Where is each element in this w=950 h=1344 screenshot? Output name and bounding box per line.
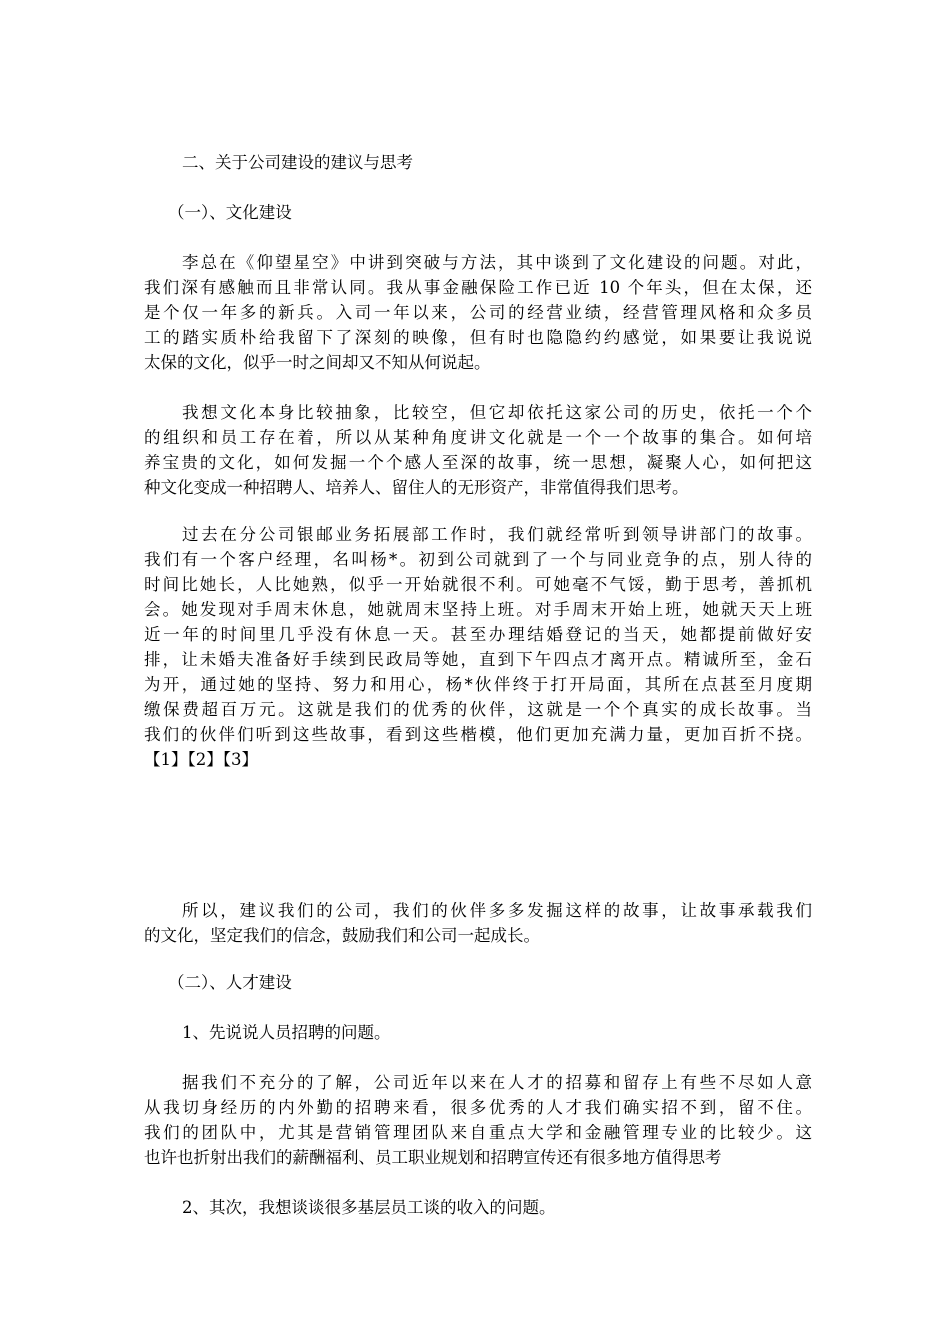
paragraph-line: 是个仅一年多的新兵。入司一年以来，公司的经营业绩，经营管理风格和众多员 xyxy=(144,303,812,322)
paragraph-line: 工的踏实质朴给我留下了深刻的映像，但有时也隐隐约约感觉，如果要让我说说 xyxy=(144,328,812,347)
paragraph-line: 从我切身经历的内外勤的招聘来看，很多优秀的人才我们确实招不到，留不住。 xyxy=(144,1098,812,1117)
paragraph-line: 养宝贵的文化，如何发掘一个个感人至深的故事，统一思想，凝聚人心，如何把这 xyxy=(144,453,812,472)
page-references[interactable]: 【1】【2】【3】 xyxy=(144,750,258,769)
paragraph-line: 我想文化本身比较抽象，比较空，但它却依托这家公司的历史，依托一个个 xyxy=(182,403,812,422)
paragraph-culture-intro xyxy=(144,250,812,375)
paragraph-line: 的文化，坚定我们的信念，鼓励我们和公司一起成长。 xyxy=(144,926,540,945)
paragraph-line: 缴保费超百万元。这就是我们的优秀的伙伴，这就是一个个真实的成长故事。当 xyxy=(144,700,812,719)
paragraph-recruitment xyxy=(144,1070,812,1170)
paragraph-line: 我们的伙伴们听到这些故事，看到这些楷模，他们更加充满力量，更加百折不挠。 xyxy=(144,725,812,744)
paragraph-line: 所以，建议我们的公司，我们的伙伴多多发掘这样的故事，让故事承载我们 xyxy=(182,901,812,920)
paragraph-line: 过去在分公司银邮业务拓展部工作时，我们就经常听到领导讲部门的故事。 xyxy=(182,525,812,544)
paragraph-line: 太保的文化，似乎一时之间却又不知从何说起。 xyxy=(144,353,491,372)
subheading-talent: （二）、人才建设 xyxy=(168,973,292,992)
paragraph-line: 据我们不充分的了解，公司近年以来在人才的招募和留存上有些不尽如人意 xyxy=(182,1073,812,1092)
paragraph-line: 种文化变成一种招聘人、培养人、留住人的无形资产，非常值得我们思考。 xyxy=(144,478,689,497)
paragraph-line: 会。她发现对手周末休息，她就周末坚持上班。对手周末开始上班，她就天天上班 xyxy=(144,600,812,619)
paragraph-line: 的组织和员工存在着，所以从某种角度讲文化就是一个一个故事的集合。如何培 xyxy=(144,428,812,447)
paragraph-line: 也许也折射出我们的薪酬福利、员工职业规划和招聘宣传还有很多地方值得思考 xyxy=(144,1148,722,1167)
paragraph-line: 排，让未婚夫准备好手续到民政局等她，直到下午四点才离开点。精诚所至，金石 xyxy=(144,650,812,669)
paragraph-line: 时间比她长，人比她熟，似乎一开始就很不利。可她毫不气馁，勤于思考，善抓机 xyxy=(144,575,812,594)
paragraph-line: 李总在《仰望星空》中讲到突破与方法，其中谈到了文化建设的问题。对此， xyxy=(182,253,812,272)
paragraph-culture-abstract xyxy=(144,400,812,500)
subheading-culture: （一）、文化建设 xyxy=(168,203,292,222)
paragraph-line: 我们深有感触而且非常认同。我从事金融保险工作已近 10 个年头，但在太保，还 xyxy=(144,278,812,297)
paragraph-line: 近一年的时间里几乎没有休息一天。甚至办理结婚登记的当天，她都提前做好安 xyxy=(144,625,812,644)
section-heading: 二、关于公司建设的建议与思考 xyxy=(182,153,413,172)
paragraph-line: 我们的团队中，尤其是营销管理团队来自重点大学和金融管理专业的比较少。这 xyxy=(144,1123,812,1142)
item-recruitment: 1、先说说人员招聘的问题。 xyxy=(182,1023,391,1042)
paragraph-line: 我们有一个客户经理，名叫杨*。初到公司就到了一个与同业竞争的点，别人待的 xyxy=(144,550,812,569)
paragraph-culture-suggestion xyxy=(144,898,812,948)
paragraph-line: 为开，通过她的坚持、努力和用心，杨*伙伴终于打开局面，其所在点甚至月度期 xyxy=(144,675,812,694)
item-income: 2、其次，我想谈谈很多基层员工谈的收入的问题。 xyxy=(182,1198,556,1217)
paragraph-culture-story xyxy=(144,522,812,772)
